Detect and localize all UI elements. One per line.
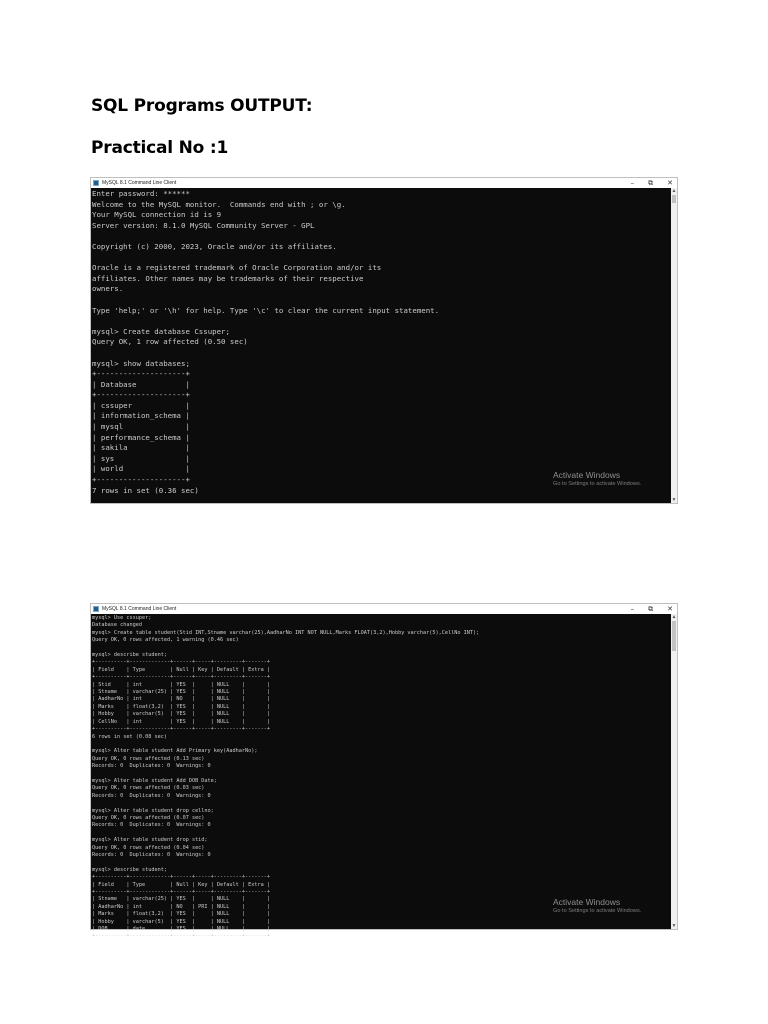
document-heading: SQL Programs OUTPUT: <box>91 96 313 116</box>
practical-number: Practical No :1 <box>91 138 229 158</box>
close-icon[interactable]: ✕ <box>667 179 673 187</box>
window-titlebar[interactable] <box>91 178 677 188</box>
mysql-app-icon <box>93 606 99 612</box>
minimize-icon[interactable]: – <box>630 179 635 187</box>
mysql-app-icon <box>93 180 99 186</box>
activate-windows-subtitle: Go to Settings to activate Windows. <box>553 908 642 914</box>
scroll-up-arrow-icon[interactable]: ▲ <box>671 614 677 620</box>
window-title: MySQL 8.1 Command Line Client <box>102 606 177 612</box>
window-titlebar[interactable] <box>91 604 677 614</box>
scrollbar-thumb[interactable] <box>672 195 676 203</box>
restore-icon[interactable]: ⧉ <box>648 605 654 613</box>
close-icon[interactable]: ✕ <box>667 605 673 613</box>
terminal-output: mysql> Use cssuper; Database changed mysql> Create table student(Stid INT,Stname varchar(25),AadharNo INT NOT NULL,Marks FLOAT(3,2),Hobby varchar(5),CellNo INT); Query OK, 0 rows affected, 1 warning (0.46 sec) mysql> describe student; +----------+-------------+------+-----+---------+-------+ | Field | Type | Null | Key | Default | Extra | +----------+-------------+------+-----+---------+-------+ | Stid | int | YES | | NULL | | | Stname | varchar(25) | YES | | NULL | | | AadharNo | int | NO | | NULL | | | Marks | float(3,2) | YES | | NULL | | | Hobby | varchar(5) | YES | | NULL | | | CellNo | int | YES | | NULL | | +----------+-------------+------+-----+---------+-------+ 6 rows in set (0.08 sec) mysql> Alter table student Add Primary key(AadharNo); Query OK, 0 rows affected (0.13 sec) Records: 0 Duplicates: 0 Warnings: 0 mysql> Alter table student Add DOB Date; Query OK, 0 rows affected (0.03 sec) Records: 0 Duplicates: 0 Warnings: 0 mysql> Alter table student drop cellno; Query OK, 0 rows affected (0.07 sec) Records: 0 Duplicates: 0 Warnings: 0 mysql> Alter table student drop stid; Query OK, 0 rows affected (0.04 sec) Records: 0 Duplicates: 0 Warnings: 0 mysql> describe student; +----------+-------------+------+-----+---------+-------+ | Field | Type | Null | Key | Default | Extra | +----------+-------------+------+-----+---------+-------+ | Stname | varchar(25) | YES | | NULL | | | AadharNo | int | NO | PRI | NULL | | | Marks | float(3,2) | YES | | NULL | | | Hobby | varchar(5) | YES | | NULL | | | DOB | date | YES | | NULL | | +----------+-------------+------+-----+---------+-------+ <box>92 615 480 940</box>
scroll-down-arrow-icon[interactable]: ▼ <box>671 497 677 503</box>
minimize-icon[interactable]: – <box>630 605 635 613</box>
window-title: MySQL 8.1 Command Line Client <box>102 180 177 186</box>
scroll-down-arrow-icon[interactable]: ▼ <box>671 923 677 929</box>
activate-windows-title: Activate Windows <box>553 897 621 907</box>
scroll-up-arrow-icon[interactable]: ▲ <box>671 188 677 194</box>
vertical-scrollbar[interactable] <box>671 614 677 929</box>
mysql-console-window-1 <box>90 177 678 504</box>
vertical-scrollbar[interactable] <box>671 188 677 503</box>
activate-windows-subtitle: Go to Settings to activate Windows. <box>553 481 642 487</box>
terminal-output: Enter password: ****** Welcome to the MySQL monitor. Commands end with ; or \g. Your MySQL connection id is 9 Server version: 8.1.0 MySQL Community Server - GPL Copyright (c) 2000, 2023, Oracle and/or its affiliates. Oracle is a registered trademark of Oracle Corporation and/or its affiliates. Other names may be trademarks of their respective owners. Type 'help;' or '\h' for help. Type '\c' to clear the current input statement. mysql> Create database Cssuper; Query OK, 1 row affected (0.50 sec) mysql> show databases; +--------------------+ | Database | +--------------------+ | cssuper | | information_schema | | mysql | | performance_schema | | sakila | | sys | | world | +--------------------+ 7 rows in set (0.36 sec) <box>92 189 440 495</box>
activate-windows-watermark <box>553 897 641 914</box>
mysql-console-window-2 <box>90 603 678 940</box>
restore-icon[interactable]: ⧉ <box>648 179 654 187</box>
activate-windows-title: Activate Windows <box>553 470 621 480</box>
activate-windows-watermark <box>553 470 641 487</box>
scrollbar-thumb[interactable] <box>672 621 676 651</box>
